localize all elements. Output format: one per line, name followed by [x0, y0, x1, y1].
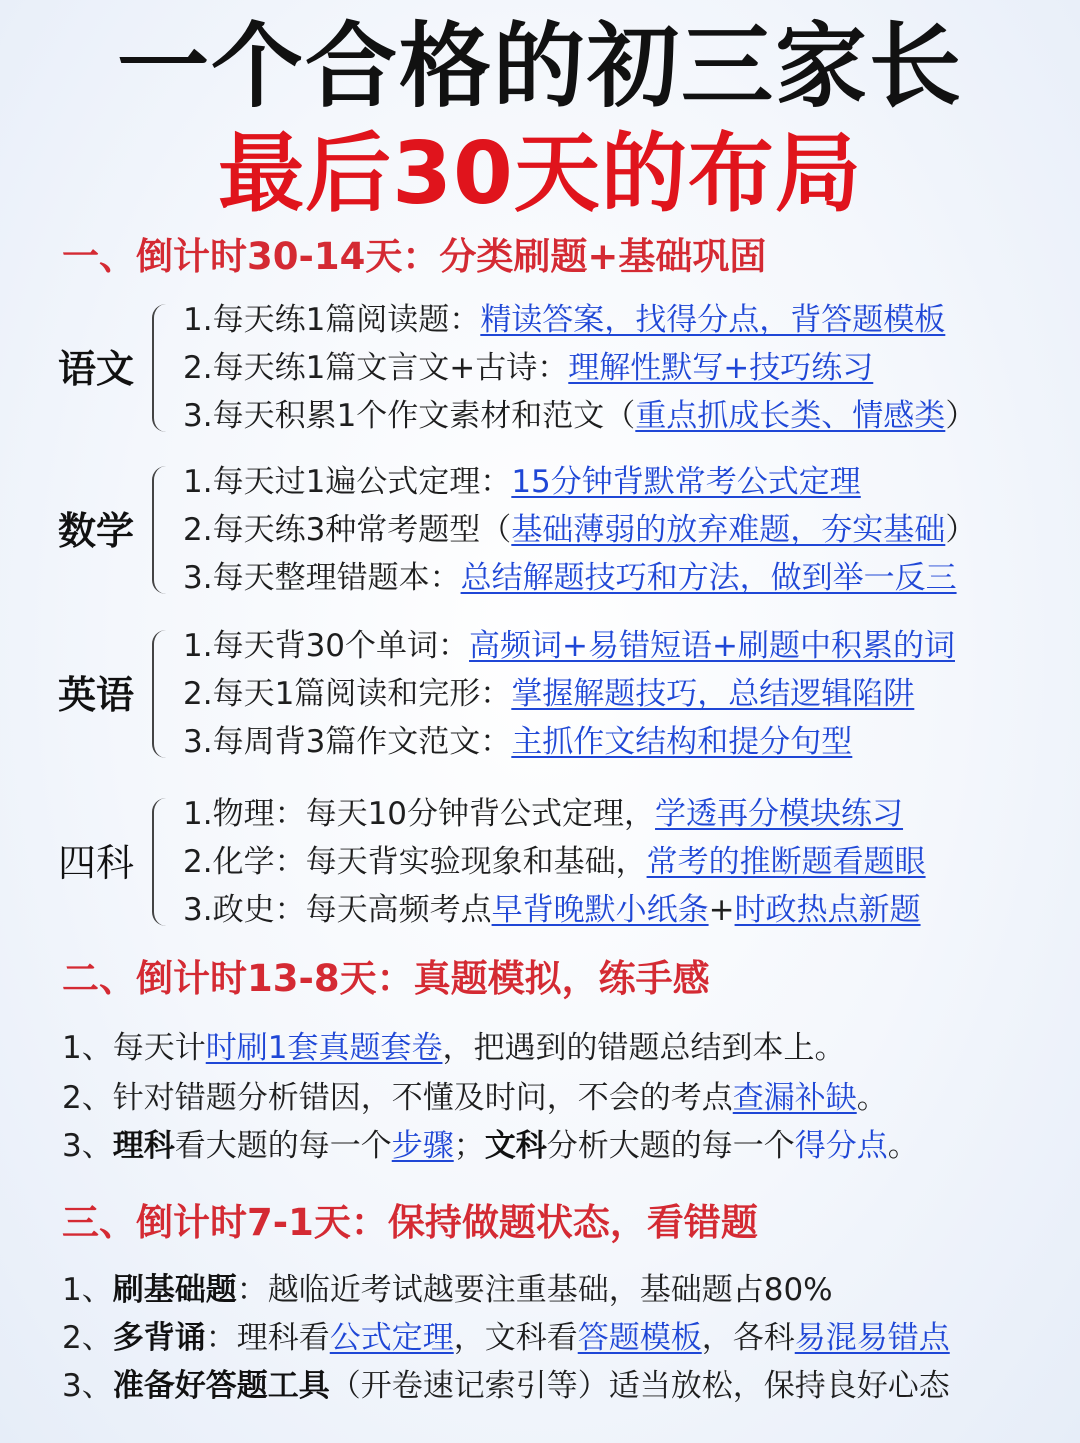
- list-item: 2.化学：每天背实验现象和基础，常考的推断题看题眼: [183, 844, 926, 880]
- list-item: 1.每天练1篇阅读题：精读答案，找得分点，背答题模板: [183, 302, 946, 338]
- brace: [152, 630, 168, 758]
- paragraph: 2、针对错题分析错因，不懂及时问，不会的考点查漏补缺。: [62, 1080, 888, 1116]
- section3-heading: 三、倒计时7-1天：保持做题状态，看错题: [62, 1201, 758, 1244]
- list-item: 3.每周背3篇作文范文：主抓作文结构和提分句型: [183, 724, 853, 760]
- page-subtitle: 最后30天的布局: [218, 124, 862, 224]
- paragraph: 2、多背诵：理科看公式定理，文科看答题模板，各科易混易错点: [62, 1320, 950, 1356]
- list-item: 1.物理：每天10分钟背公式定理，学透再分模块练习: [183, 796, 904, 832]
- paragraph: 3、理科看大题的每一个步骤；文科分析大题的每一个得分点。: [62, 1128, 919, 1164]
- subject-chinese: 语文: [58, 347, 135, 391]
- page-title: 一个合格的初三家长: [116, 13, 963, 120]
- paragraph: 1、刷基础题：越临近考试越要注重基础，基础题占80%: [62, 1272, 833, 1308]
- brace: [152, 798, 168, 926]
- list-item: 3.每天整理错题本：总结解题技巧和方法，做到举一反三: [183, 560, 957, 596]
- list-item: 1.每天背30个单词：高频词+易错短语+刷题中积累的词: [183, 628, 955, 664]
- subject-four: 四科: [58, 841, 135, 885]
- subject-english: 英语: [58, 673, 135, 717]
- subject-math: 数学: [58, 509, 135, 553]
- list-item: 3.政史：每天高频考点早背晚默小纸条+时政热点新题: [183, 892, 921, 928]
- section2-heading: 二、倒计时13-8天：真题模拟，练手感: [62, 957, 710, 1000]
- brace: [152, 466, 168, 594]
- brace: [152, 304, 168, 432]
- list-item: 2.每天1篇阅读和完形：掌握解题技巧，总结逻辑陷阱: [183, 676, 915, 712]
- list-item: 1.每天过1遍公式定理：15分钟背默常考公式定理: [183, 464, 861, 500]
- list-item: 2.每天练1篇文言文+古诗：理解性默写+技巧练习: [183, 350, 874, 386]
- paragraph: 3、准备好答题工具（开卷速记索引等）适当放松，保持良好心态: [62, 1368, 950, 1404]
- paragraph: 1、每天计时刷1套真题套卷，把遇到的错题总结到本上。: [62, 1030, 846, 1066]
- section1-heading: 一、倒计时30-14天：分类刷题+基础巩固: [62, 235, 767, 278]
- list-item: 3.每天积累1个作文素材和范文（重点抓成长类、情感类）: [183, 398, 977, 434]
- list-item: 2.每天练3种常考题型（基础薄弱的放弃难题，夯实基础）: [183, 512, 977, 548]
